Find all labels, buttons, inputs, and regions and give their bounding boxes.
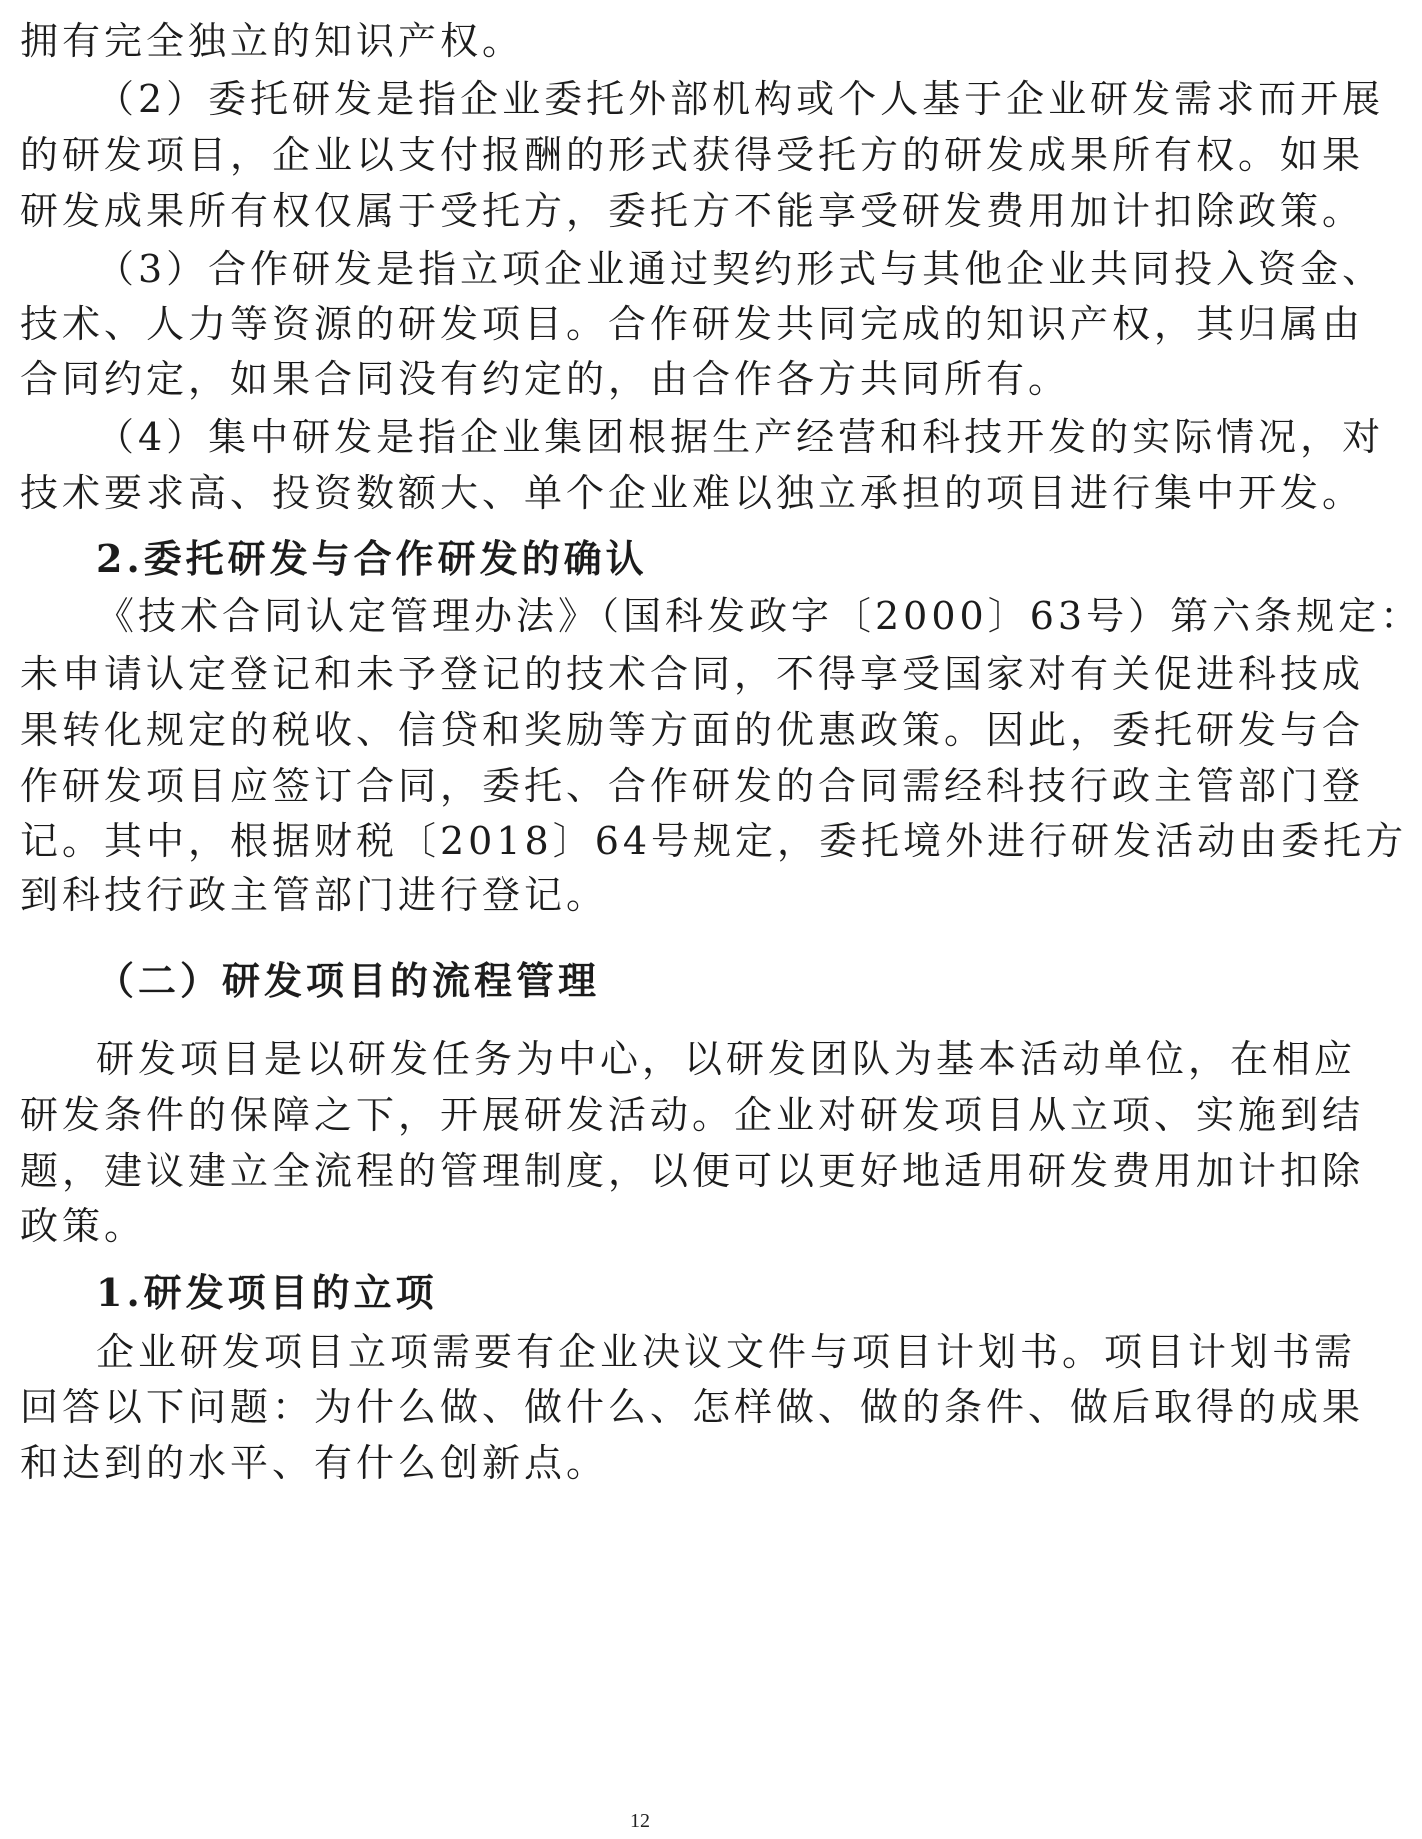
section-heading: 2.委托研发与合作研发的确认	[96, 536, 648, 581]
text-line: 合同约定，如果合同没有约定的，由合作各方共同所有。	[20, 357, 1071, 401]
text-line: 果转化规定的税收、信贷和奖励等方面的优惠政策。因此，委托研发与合	[20, 708, 1365, 752]
text-line: 记。其中，根据财税〔2018〕64号规定，委托境外进行研发活动由委托方	[20, 819, 1408, 863]
text-line: （2）委托研发是指企业委托外部机构或个人基于企业研发需求而开展	[96, 77, 1385, 121]
text-line: 企业研发项目立项需要有企业决议文件与项目计划书。项目计划书需	[96, 1330, 1357, 1374]
text-line: 研发条件的保障之下，开展研发活动。企业对研发项目从立项、实施到结	[20, 1093, 1365, 1137]
text-line: 研发项目是以研发任务为中心，以研发团队为基本活动单位，在相应	[96, 1037, 1357, 1081]
text-line: 作研发项目应签订合同，委托、合作研发的合同需经科技行政主管部门登	[20, 764, 1365, 808]
text-line: 的研发项目，企业以支付报酬的形式获得受托方的研发成果所有权。如果	[20, 133, 1365, 177]
text-line: 未申请认定登记和未予登记的技术合同，不得享受国家对有关促进科技成	[20, 652, 1365, 696]
page-number: 12	[630, 1810, 650, 1832]
text-line: 研发成果所有权仅属于受托方，委托方不能享受研发费用加计扣除政策。	[20, 189, 1365, 233]
text-line: （3）合作研发是指立项企业通过契约形式与其他企业共同投入资金、	[96, 247, 1385, 291]
text-line: 拥有完全独立的知识产权。	[20, 19, 525, 63]
text-line: 技术、人力等资源的研发项目。合作研发共同完成的知识产权，其归属由	[20, 302, 1365, 346]
text-line: 和达到的水平、有什么创新点。	[20, 1441, 609, 1485]
text-line: 《技术合同认定管理办法》（国科发政字〔2000〕63号）第六条规定：	[96, 594, 1422, 638]
text-line: 题，建议建立全流程的管理制度，以便可以更好地适用研发费用加计扣除	[20, 1149, 1365, 1193]
text-line: 回答以下问题：为什么做、做什么、怎样做、做的条件、做后取得的成果	[20, 1385, 1365, 1429]
text-line: 技术要求高、投资数额大、单个企业难以独立承担的项目进行集中开发。	[20, 471, 1365, 515]
text-line: 政策。	[20, 1204, 147, 1248]
text-line: （4）集中研发是指企业集团根据生产经营和科技开发的实际情况，对	[96, 415, 1385, 459]
text-line: 到科技行政主管部门进行登记。	[20, 873, 609, 917]
section-heading: （二）研发项目的流程管理	[96, 958, 601, 1003]
section-heading: 1.研发项目的立项	[96, 1270, 438, 1315]
